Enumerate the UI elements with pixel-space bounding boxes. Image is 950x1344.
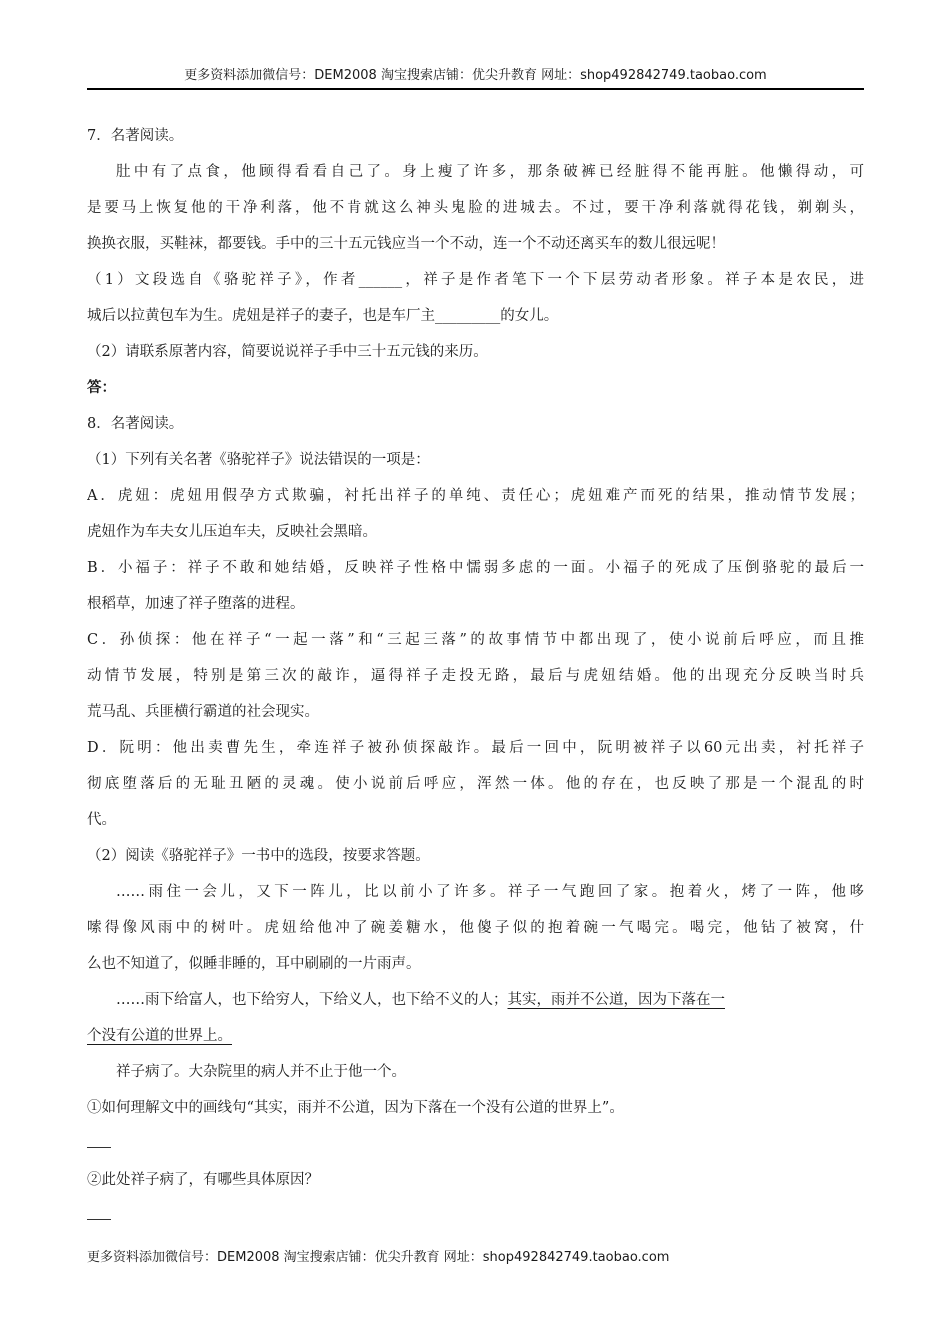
q8-passage-line: 嗦得像风雨中的树叶。虎妞给他冲了碗姜糖水，他傻子似的抱着碗一气喝完。喝完，他钻了被窝，什 [87, 920, 864, 936]
answer-blank [87, 1199, 111, 1220]
q8-passage-line: 祥子病了。大杂院里的病人并不止于他一个。 [116, 1064, 406, 1080]
q7-sub2: （2）请联系原著内容，简要说说祥子手中三十五元钱的来历。 [87, 344, 488, 360]
q7-sub1-line: （1）文段选自《骆驼祥子》，作者______，祥子是作者笔下一个下层劳动者形象。祥子本是农民，进 [87, 272, 864, 288]
q8-option-c-line: C．孙侦探：他在祥子“一起一落”和“三起三落”的故事情节中都出现了，使小说前后呼应，而且推 [87, 632, 864, 648]
q8-sub1-title: （1）下列有关名著《骆驼祥子》说法错误的一项是： [87, 452, 430, 468]
document-body [87, 118, 864, 1234]
q8-option-a-line: 虎妞作为车夫女儿压迫车夫，反映社会黑暗。 [87, 524, 377, 540]
underlined-sentence: 其实，雨并不公道，因为下落在一 [507, 992, 725, 1008]
page-header: 更多资料添加微信号：DEM2008 淘宝搜索店铺：优尖升教育 网址：shop492842749.taobao.com [87, 66, 864, 90]
q7-sub1-line: 城后以拉黄包车为生。虎妞是祥子的妻子，也是车厂主_________的女儿。 [87, 308, 559, 324]
underlined-sentence: 个没有公道的世界上。 [87, 1028, 232, 1044]
q8-title: 8．名著阅读。 [87, 416, 184, 432]
q8-option-d-line: 代。 [87, 812, 116, 828]
page-footer: 更多资料添加微信号：DEM2008 淘宝搜索店铺：优尖升教育 网址：shop492842749.taobao.com [87, 1250, 670, 1265]
q7-answer-label: 答： [87, 380, 116, 396]
q7-passage-line: 换换衣服，买鞋袜，都要钱。手中的三十五元钱应当一个不动，连一个不动还离买车的数儿很远呢！ [87, 236, 725, 252]
q8-option-a-line: A．虎妞：虎妞用假孕方式欺骗，衬托出祥子的单纯、责任心；虎妞难产而死的结果，推动情节发展； [87, 488, 864, 504]
q8-question-1: ①如何理解文中的画线句“其实，雨并不公道，因为下落在一个没有公道的世界上”。 [87, 1100, 624, 1116]
q8-option-c-line: 动情节发展，特别是第三次的敲诈，逼得祥子走投无路，最后与虎妞结婚。他的出现充分反映当时兵 [87, 668, 864, 684]
q8-option-b-line: 根稻草，加速了祥子堕落的进程。 [87, 596, 305, 612]
q8-option-d-line: 彻底堕落后的无耻丑陋的灵魂。使小说前后呼应，浑然一体。他的存在，也反映了那是一个混乱的时 [87, 776, 864, 792]
answer-blank-line [87, 1198, 864, 1234]
q8-passage-line [87, 1018, 864, 1054]
q8-question-2: ②此处祥子病了，有哪些具体原因？ [87, 1172, 319, 1188]
answer-blank [87, 1127, 111, 1148]
q8-passage-line: ……雨住一会儿，又下一阵儿，比以前小了许多。祥子一气跑回了家。抱着火，烤了一阵，他哆 [116, 884, 864, 900]
answer-blank-line [87, 1126, 864, 1162]
q8-passage-line: 么也不知道了，似睡非睡的，耳中刷刷的一片雨声。 [87, 956, 421, 972]
q8-option-d-line: D．阮明：他出卖曹先生，牵连祥子被孙侦探敲诈。最后一回中，阮明被祥子以60元出卖，衬托祥子 [87, 740, 864, 756]
q8-option-b-line: B．小福子：祥子不敢和她结婚，反映祥子性格中懦弱多虑的一面。小福子的死成了压倒骆驼的最后一 [87, 560, 864, 576]
q8-passage-line [87, 982, 864, 1018]
q8-passage-plain: ……雨下给富人，也下给穷人，下给义人，也下给不义的人； [116, 992, 508, 1008]
q7-passage-line: 肚中有了点食，他顾得看看自己了。身上瘦了许多，那条破裤已经脏得不能再脏。他懒得动，可 [116, 164, 864, 180]
q7-title: 7．名著阅读。 [87, 128, 184, 144]
q8-option-c-line: 荒马乱、兵匪横行霸道的社会现实。 [87, 704, 319, 720]
q7-passage-line: 是要马上恢复他的干净利落，他不肯就这么神头鬼脸的进城去。不过，要干净利落就得花钱，剃剃头， [87, 200, 864, 216]
q8-sub2-title: （2）阅读《骆驼祥子》一书中的选段，按要求答题。 [87, 848, 430, 864]
